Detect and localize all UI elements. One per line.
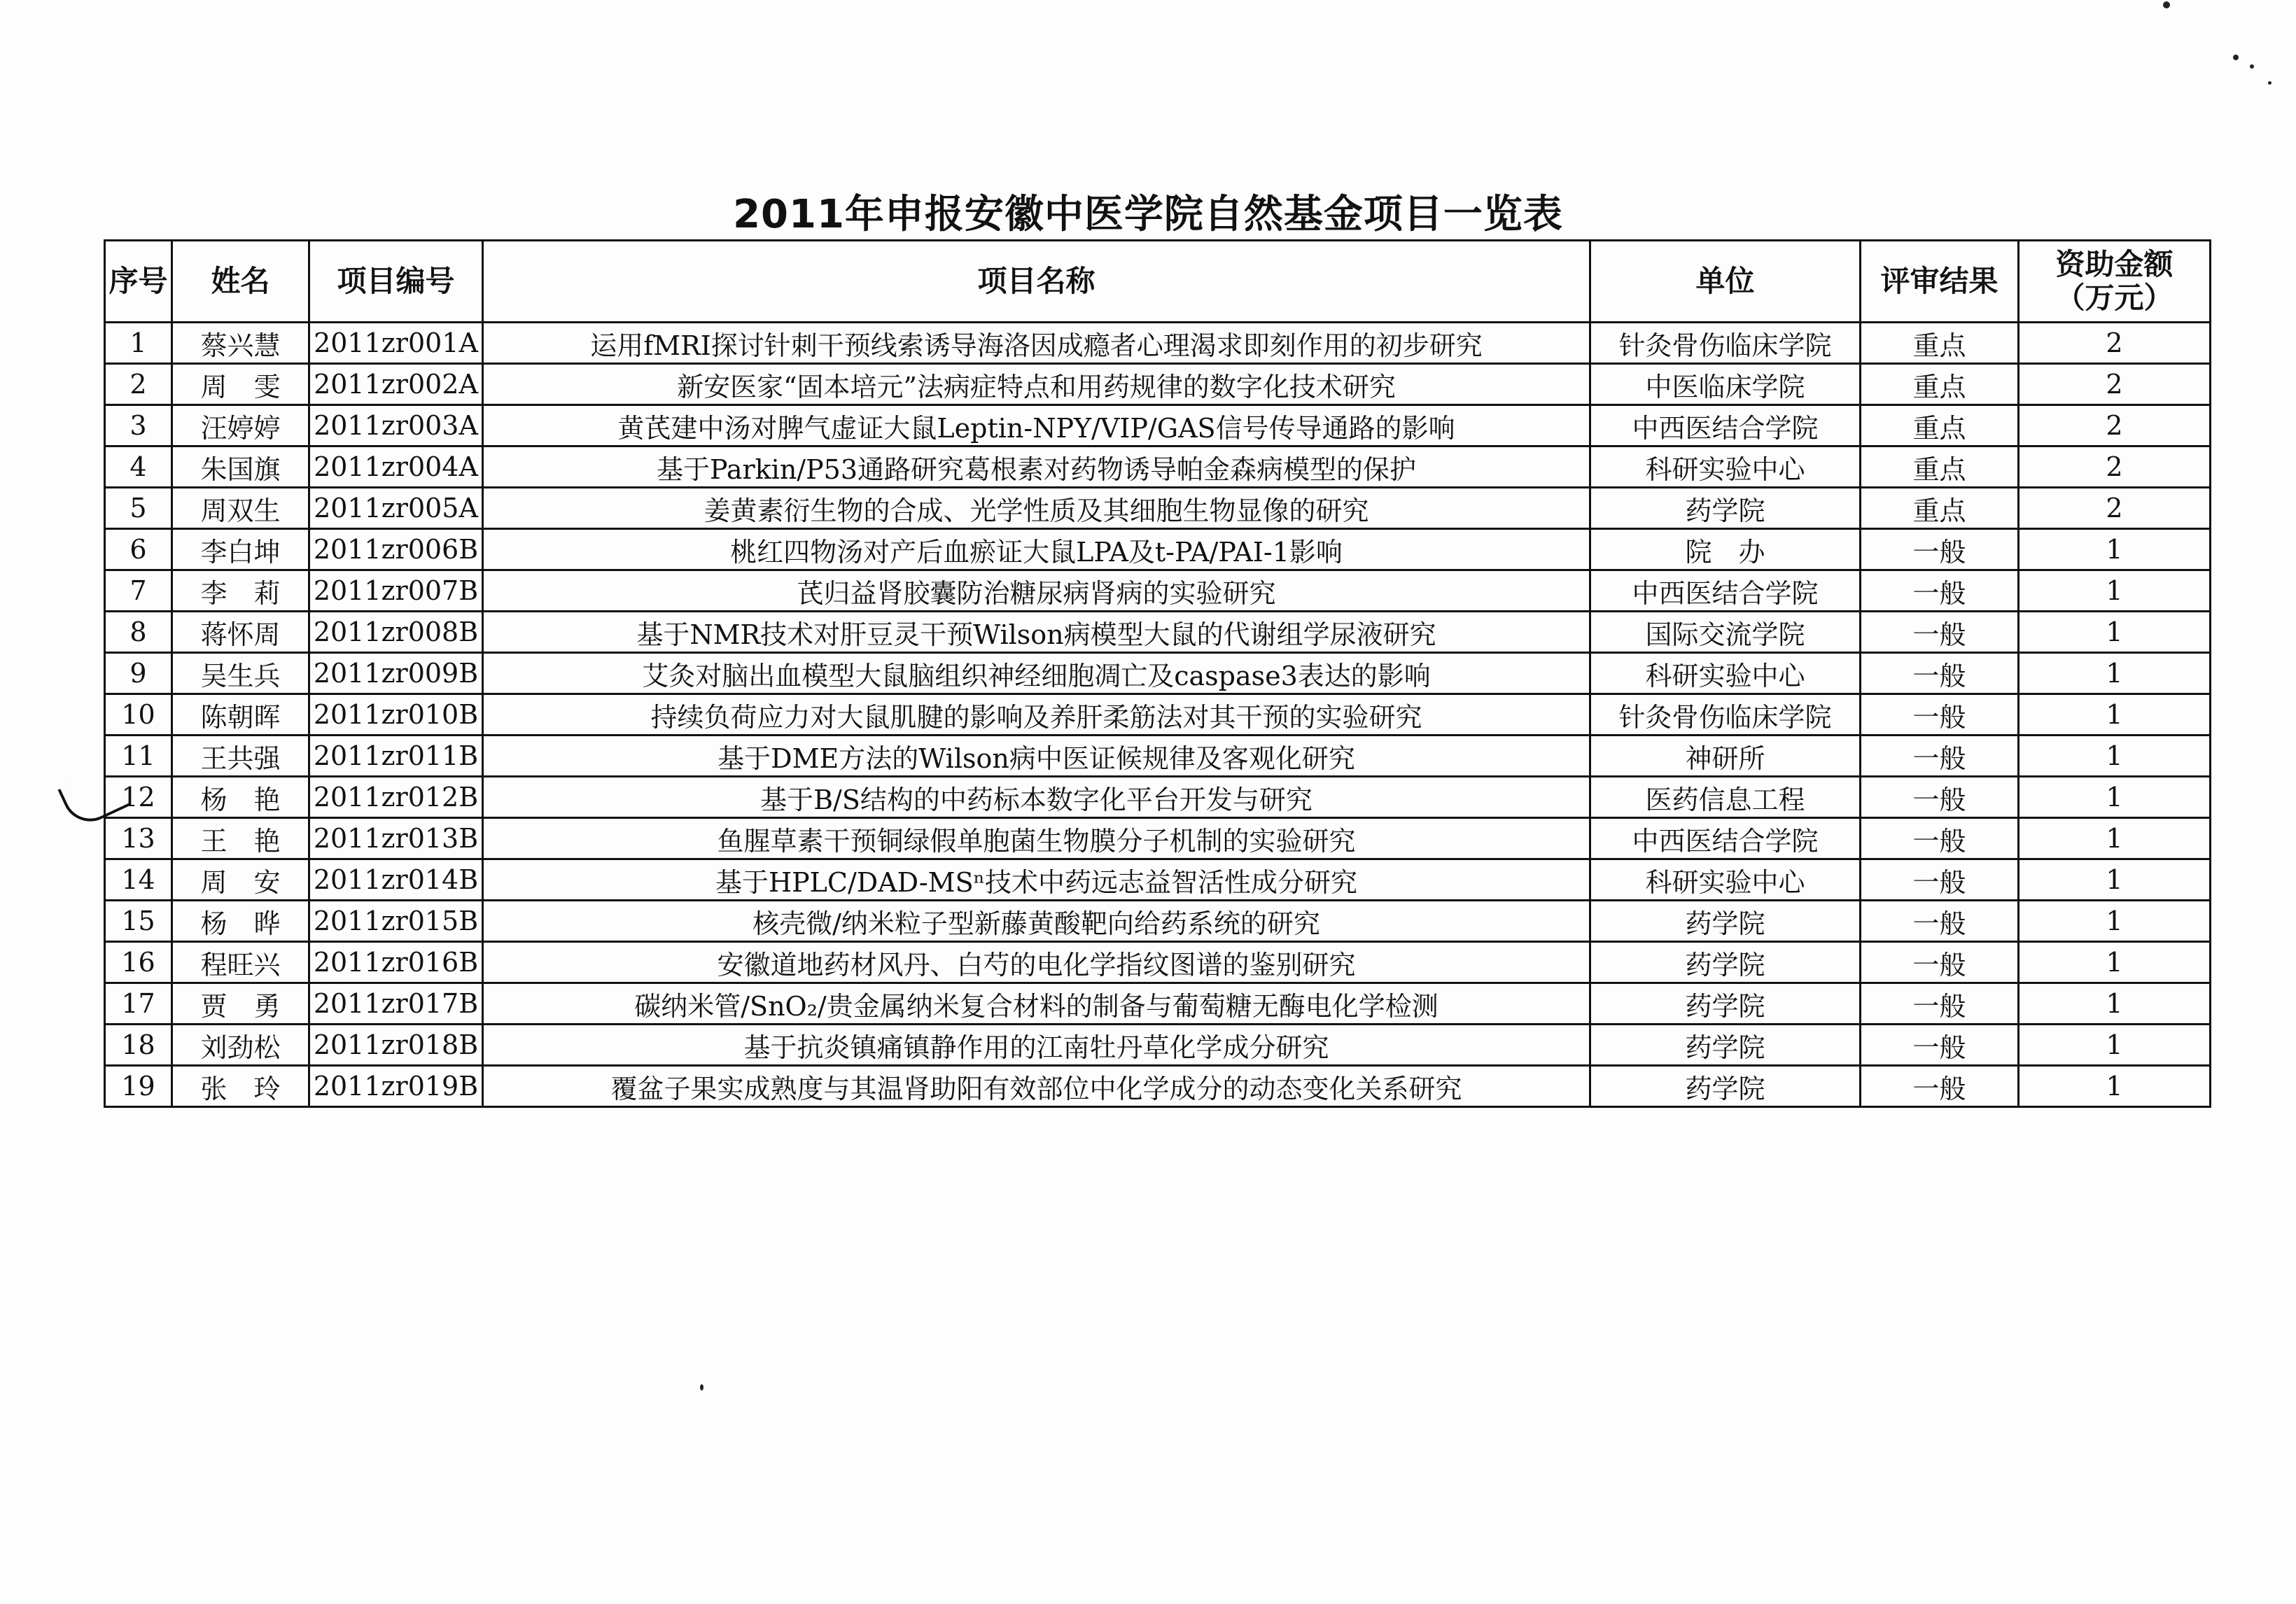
- cell-result: 一般: [1861, 901, 2019, 942]
- cell-project: 基于抗炎镇痛镇静作用的江南牡丹草化学成分研究: [483, 1025, 1590, 1066]
- cell-code: 2011zr004A: [309, 446, 483, 488]
- cell-no: 7: [105, 570, 172, 612]
- cell-code: 2011zr012B: [309, 777, 483, 818]
- cell-no: 19: [105, 1066, 172, 1107]
- cell-no: 15: [105, 901, 172, 942]
- cell-name: 李 莉: [172, 570, 309, 612]
- cell-amount: 1: [2019, 653, 2211, 694]
- cell-project: 基于Parkin/P53通路研究葛根素对药物诱导帕金森病模型的保护: [483, 446, 1590, 488]
- cell-unit: 药学院: [1590, 901, 1861, 942]
- header-unit: 单位: [1590, 241, 1861, 323]
- table-row: [105, 405, 2211, 446]
- cell-no: 11: [105, 736, 172, 777]
- cell-project: 碳纳米管/SnO₂/贵金属纳米复合材料的制备与葡萄糖无酶电化学检测: [483, 983, 1590, 1025]
- scan-speck: [2163, 1, 2170, 8]
- table-row: [105, 1025, 2211, 1066]
- table-row: [105, 488, 2211, 529]
- header-amount-line1: 资助金额: [2055, 246, 2174, 281]
- scan-speck: [2268, 81, 2272, 85]
- table-row: [105, 653, 2211, 694]
- cell-project: 芪归益肾胶囊防治糖尿病肾病的实验研究: [483, 570, 1590, 612]
- header-code: 项目编号: [309, 241, 483, 323]
- header-project: 项目名称: [483, 241, 1590, 323]
- cell-amount: 2: [2019, 323, 2211, 364]
- cell-amount: 2: [2019, 446, 2211, 488]
- cell-code: 2011zr019B: [309, 1066, 483, 1107]
- cell-no: 5: [105, 488, 172, 529]
- header-name: 姓名: [172, 241, 309, 323]
- cell-amount: 1: [2019, 983, 2211, 1025]
- cell-project: 覆盆子果实成熟度与其温肾助阳有效部位中化学成分的动态变化关系研究: [483, 1066, 1590, 1107]
- cell-name: 王共强: [172, 736, 309, 777]
- cell-project: 持续负荷应力对大鼠肌腱的影响及养肝柔筋法对其干预的实验研究: [483, 694, 1590, 736]
- cell-amount: 1: [2019, 694, 2211, 736]
- cell-unit: 科研实验中心: [1590, 859, 1861, 901]
- cell-unit: 药学院: [1590, 1025, 1861, 1066]
- cell-code: 2011zr003A: [309, 405, 483, 446]
- cell-amount: 1: [2019, 859, 2211, 901]
- scan-speck: [700, 1384, 704, 1391]
- cell-unit: 科研实验中心: [1590, 446, 1861, 488]
- cell-code: 2011zr018B: [309, 1025, 483, 1066]
- cell-name: 吴生兵: [172, 653, 309, 694]
- cell-project: 运用fMRI探讨针刺干预线索诱导海洛因成瘾者心理渴求即刻作用的初步研究: [483, 323, 1590, 364]
- cell-project: 基于HPLC/DAD-MSⁿ技术中药远志益智活性成分研究: [483, 859, 1590, 901]
- cell-result: 重点: [1861, 446, 2019, 488]
- cell-code: 2011zr006B: [309, 529, 483, 570]
- document-title: 2011年申报安徽中医学院自然基金项目一览表: [733, 192, 1563, 237]
- cell-amount: 1: [2019, 818, 2211, 859]
- header-row: [105, 241, 2211, 323]
- cell-unit: 药学院: [1590, 942, 1861, 983]
- cell-code: 2011zr014B: [309, 859, 483, 901]
- cell-amount: 1: [2019, 942, 2211, 983]
- cell-unit: 国际交流学院: [1590, 612, 1861, 653]
- table-header: [105, 241, 2211, 323]
- cell-name: 周 雯: [172, 364, 309, 405]
- header-no: 序号: [105, 241, 172, 323]
- cell-unit: 药学院: [1590, 1066, 1861, 1107]
- cell-name: 蔡兴慧: [172, 323, 309, 364]
- cell-name: 朱国旗: [172, 446, 309, 488]
- cell-unit: 中医临床学院: [1590, 364, 1861, 405]
- cell-result: 一般: [1861, 1066, 2019, 1107]
- cell-no: 18: [105, 1025, 172, 1066]
- cell-name: 王 艳: [172, 818, 309, 859]
- cell-project: 桃红四物汤对产后血瘀证大鼠LPA及t-PA/PAI-1影响: [483, 529, 1590, 570]
- header-amount-line2: （万元）: [2055, 281, 2174, 315]
- table-row: [105, 942, 2211, 983]
- cell-no: 4: [105, 446, 172, 488]
- cell-project: 新安医家“固本培元”法病症特点和用药规律的数字化技术研究: [483, 364, 1590, 405]
- cell-project: 安徽道地药材风丹、白芍的电化学指纹图谱的鉴别研究: [483, 942, 1590, 983]
- table-row: [105, 777, 2211, 818]
- cell-unit: 中西医结合学院: [1590, 570, 1861, 612]
- cell-no: 10: [105, 694, 172, 736]
- cell-code: 2011zr001A: [309, 323, 483, 364]
- cell-code: 2011zr005A: [309, 488, 483, 529]
- cell-result: 一般: [1861, 818, 2019, 859]
- cell-code: 2011zr008B: [309, 612, 483, 653]
- cell-result: 一般: [1861, 653, 2019, 694]
- cell-name: 杨 晔: [172, 901, 309, 942]
- cell-unit: 药学院: [1590, 983, 1861, 1025]
- table-row: [105, 901, 2211, 942]
- scan-speck: [2233, 55, 2239, 60]
- cell-no: 9: [105, 653, 172, 694]
- cell-project: 基于NMR技术对肝豆灵干预Wilson病模型大鼠的代谢组学尿液研究: [483, 612, 1590, 653]
- cell-no: 13: [105, 818, 172, 859]
- cell-name: 张 玲: [172, 1066, 309, 1107]
- table-row: [105, 983, 2211, 1025]
- cell-code: 2011zr011B: [309, 736, 483, 777]
- cell-no: 16: [105, 942, 172, 983]
- cell-code: 2011zr002A: [309, 364, 483, 405]
- cell-code: 2011zr007B: [309, 570, 483, 612]
- table-row: [105, 446, 2211, 488]
- cell-amount: 1: [2019, 736, 2211, 777]
- cell-project: 基于DME方法的Wilson病中医证候规律及客观化研究: [483, 736, 1590, 777]
- cell-amount: 1: [2019, 901, 2211, 942]
- cell-name: 蒋怀周: [172, 612, 309, 653]
- cell-project: 鱼腥草素干预铜绿假单胞菌生物膜分子机制的实验研究: [483, 818, 1590, 859]
- cell-name: 刘劲松: [172, 1025, 309, 1066]
- cell-amount: 1: [2019, 612, 2211, 653]
- cell-name: 陈朝晖: [172, 694, 309, 736]
- cell-name: 李白坤: [172, 529, 309, 570]
- cell-unit: 科研实验中心: [1590, 653, 1861, 694]
- cell-code: 2011zr013B: [309, 818, 483, 859]
- cell-project: 基于B/S结构的中药标本数字化平台开发与研究: [483, 777, 1590, 818]
- cell-amount: 2: [2019, 488, 2211, 529]
- cell-name: 周双生: [172, 488, 309, 529]
- cell-no: 12: [105, 777, 172, 818]
- cell-unit: 药学院: [1590, 488, 1861, 529]
- cell-code: 2011zr016B: [309, 942, 483, 983]
- table-row: [105, 694, 2211, 736]
- cell-no: 14: [105, 859, 172, 901]
- cell-result: 一般: [1861, 859, 2019, 901]
- table-row: [105, 529, 2211, 570]
- cell-unit: 针灸骨伤临床学院: [1590, 694, 1861, 736]
- project-table: [104, 239, 2211, 1108]
- cell-amount: 1: [2019, 1025, 2211, 1066]
- cell-unit: 神研所: [1590, 736, 1861, 777]
- cell-no: 2: [105, 364, 172, 405]
- cell-name: 贾 勇: [172, 983, 309, 1025]
- header-amount: [2019, 241, 2211, 323]
- cell-result: 一般: [1861, 694, 2019, 736]
- table-row: [105, 818, 2211, 859]
- header-result: 评审结果: [1861, 241, 2019, 323]
- cell-result: 一般: [1861, 612, 2019, 653]
- cell-unit: 中西医结合学院: [1590, 405, 1861, 446]
- cell-result: 重点: [1861, 488, 2019, 529]
- cell-code: 2011zr017B: [309, 983, 483, 1025]
- cell-project: 核壳微/纳米粒子型新藤黄酸靶向给药系统的研究: [483, 901, 1590, 942]
- cell-result: 一般: [1861, 942, 2019, 983]
- table-row: [105, 364, 2211, 405]
- table-body: [105, 323, 2211, 1107]
- cell-result: 一般: [1861, 983, 2019, 1025]
- cell-result: 重点: [1861, 405, 2019, 446]
- cell-result: 一般: [1861, 736, 2019, 777]
- cell-amount: 1: [2019, 529, 2211, 570]
- cell-name: 杨 艳: [172, 777, 309, 818]
- cell-amount: 1: [2019, 570, 2211, 612]
- cell-amount: 1: [2019, 777, 2211, 818]
- cell-unit: 医药信息工程: [1590, 777, 1861, 818]
- cell-code: 2011zr009B: [309, 653, 483, 694]
- table-row: [105, 323, 2211, 364]
- cell-result: 一般: [1861, 1025, 2019, 1066]
- cell-result: 重点: [1861, 364, 2019, 405]
- cell-result: 一般: [1861, 777, 2019, 818]
- table-row: [105, 612, 2211, 653]
- cell-amount: 1: [2019, 1066, 2211, 1107]
- cell-unit: 针灸骨伤临床学院: [1590, 323, 1861, 364]
- cell-name: 周 安: [172, 859, 309, 901]
- cell-no: 8: [105, 612, 172, 653]
- cell-result: 一般: [1861, 570, 2019, 612]
- cell-amount: 2: [2019, 405, 2211, 446]
- cell-name: 程旺兴: [172, 942, 309, 983]
- cell-project: 艾灸对脑出血模型大鼠脑组织神经细胞凋亡及caspase3表达的影响: [483, 653, 1590, 694]
- cell-no: 6: [105, 529, 172, 570]
- cell-name: 汪婷婷: [172, 405, 309, 446]
- cell-code: 2011zr010B: [309, 694, 483, 736]
- cell-no: 1: [105, 323, 172, 364]
- cell-no: 17: [105, 983, 172, 1025]
- cell-result: 重点: [1861, 323, 2019, 364]
- cell-no: 3: [105, 405, 172, 446]
- table-row: [105, 1066, 2211, 1107]
- cell-unit: 中西医结合学院: [1590, 818, 1861, 859]
- cell-code: 2011zr015B: [309, 901, 483, 942]
- table-row: [105, 570, 2211, 612]
- cell-project: 姜黄素衍生物的合成、光学性质及其细胞生物显像的研究: [483, 488, 1590, 529]
- scan-speck: [2250, 64, 2254, 69]
- cell-amount: 2: [2019, 364, 2211, 405]
- cell-result: 一般: [1861, 529, 2019, 570]
- table-row: [105, 736, 2211, 777]
- cell-unit: 院 办: [1590, 529, 1861, 570]
- table-row: [105, 859, 2211, 901]
- cell-project: 黄芪建中汤对脾气虚证大鼠Leptin-NPY/VIP/GAS信号传导通路的影响: [483, 405, 1590, 446]
